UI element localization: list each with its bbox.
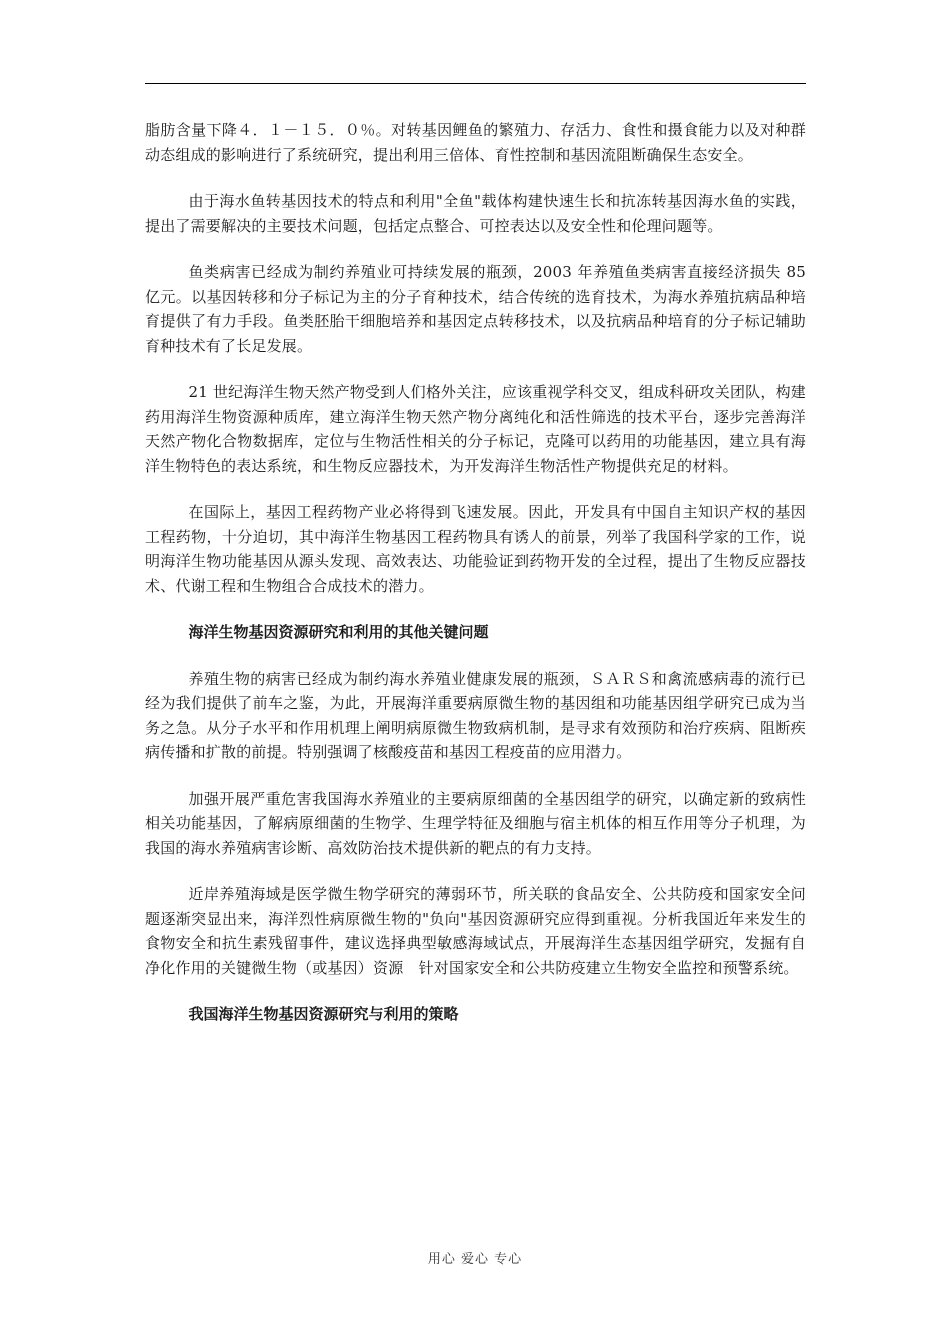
paragraph: 在国际上，基因工程药物产业必将得到飞速发展。因此，开发具有中国自主知识产权的基因工程药物，十分迫切，其中海洋生物基因工程药物具有诱人的前景，列举了我国科学家的工作，说明海洋生物功能基因从源头发现、高效表达、功能验证到药物开发的全过程，提出了生物反应器技术、代谢工程和生物组合合成技术的潜力。 bbox=[145, 503, 806, 595]
section-heading: 我国海洋生物基因资源研究与利用的策略 bbox=[188, 1005, 459, 1023]
paragraph: 养殖生物的病害已经成为制约海水养殖业健康发展的瓶颈，ＳＡＲＳ和禽流感病毒的流行已经为我们提供了前车之鉴，为此，开展海洋重要病原微生物的基因组和功能基因组学研究已成为当务之急。从分子水平和作用机理上阐明病原微生物致病机制，是寻求有效预防和治疗疾病、阻断疾病传播和扩散的前提。特别强调了核酸疫苗和基因工程疫苗的应用潜力。 bbox=[145, 669, 806, 761]
page-footer: 用心 爱心 专心 bbox=[427, 1252, 523, 1267]
document-body bbox=[145, 118, 806, 1049]
paragraph: 近岸养殖海域是医学微生物学研究的薄弱环节，所关联的食品安全、公共防疫和国家安全问题逐渐突显出来，海洋烈性病原微生物的"负向"基因资源研究应得到重视。分析我国近年来发生的食物安全和抗生素残留事件，建议选择典型敏感海域试点，开展海洋生态基因组学研究，发掘有自净化作用的关键微生物（或基因）资源 针对国家安全和公共防疫建立生物安全监控和预警系统。 bbox=[145, 885, 806, 977]
paragraph: 21 世纪海洋生物天然产物受到人们格外关注，应该重视学科交叉，组成科研攻关团队，构建药用海洋生物资源种质库，建立海洋生物天然产物分离纯化和活性筛选的技术平台，逐步完善海洋天然产物化合物数据库，定位与生物活性相关的分子标记，克隆可以药用的功能基因，建立具有海洋生物特色的表达系统，和生物反应器技术，为开发海洋生物活性产物提供充足的材料。 bbox=[145, 383, 806, 475]
section-heading: 海洋生物基因资源研究和利用的其他关键问题 bbox=[188, 623, 489, 641]
paragraph: 脂肪含量下降４．１－１５．０％。对转基因鲤鱼的繁殖力、存活力、食性和摄食能力以及对种群动态组成的影响进行了系统研究，提出利用三倍体、育性控制和基因流阻断确保生态安全。 bbox=[145, 121, 806, 164]
paragraph: 鱼类病害已经成为制约养殖业可持续发展的瓶颈，2003 年养殖鱼类病害直接经济损失 85 亿元。以基因转移和分子标记为主的分子育种技术，结合传统的选育技术，为海水养殖抗病品种培育提供了有力手段。鱼类胚胎干细胞培养和基因定点转移技术，以及抗病品种培育的分子标记辅助育种技术有了长足发展。 bbox=[145, 263, 806, 355]
paragraph: 由于海水鱼转基因技术的特点和利用"全鱼"载体构建快速生长和抗冻转基因海水鱼的实践，提出了需要解决的主要技术问题，包括定点整合、可控表达以及安全性和伦理问题等。 bbox=[145, 192, 806, 235]
header-rule bbox=[145, 83, 806, 84]
paragraph: 加强开展严重危害我国海水养殖业的主要病原细菌的全基因组学的研究，以确定新的致病性相关功能基因，了解病原细菌的生物学、生理学特征及细胞与宿主机体的相互作用等分子机理，为我国的海水养殖病害诊断、高效防治技术提供新的靶点的有力支持。 bbox=[145, 789, 806, 857]
